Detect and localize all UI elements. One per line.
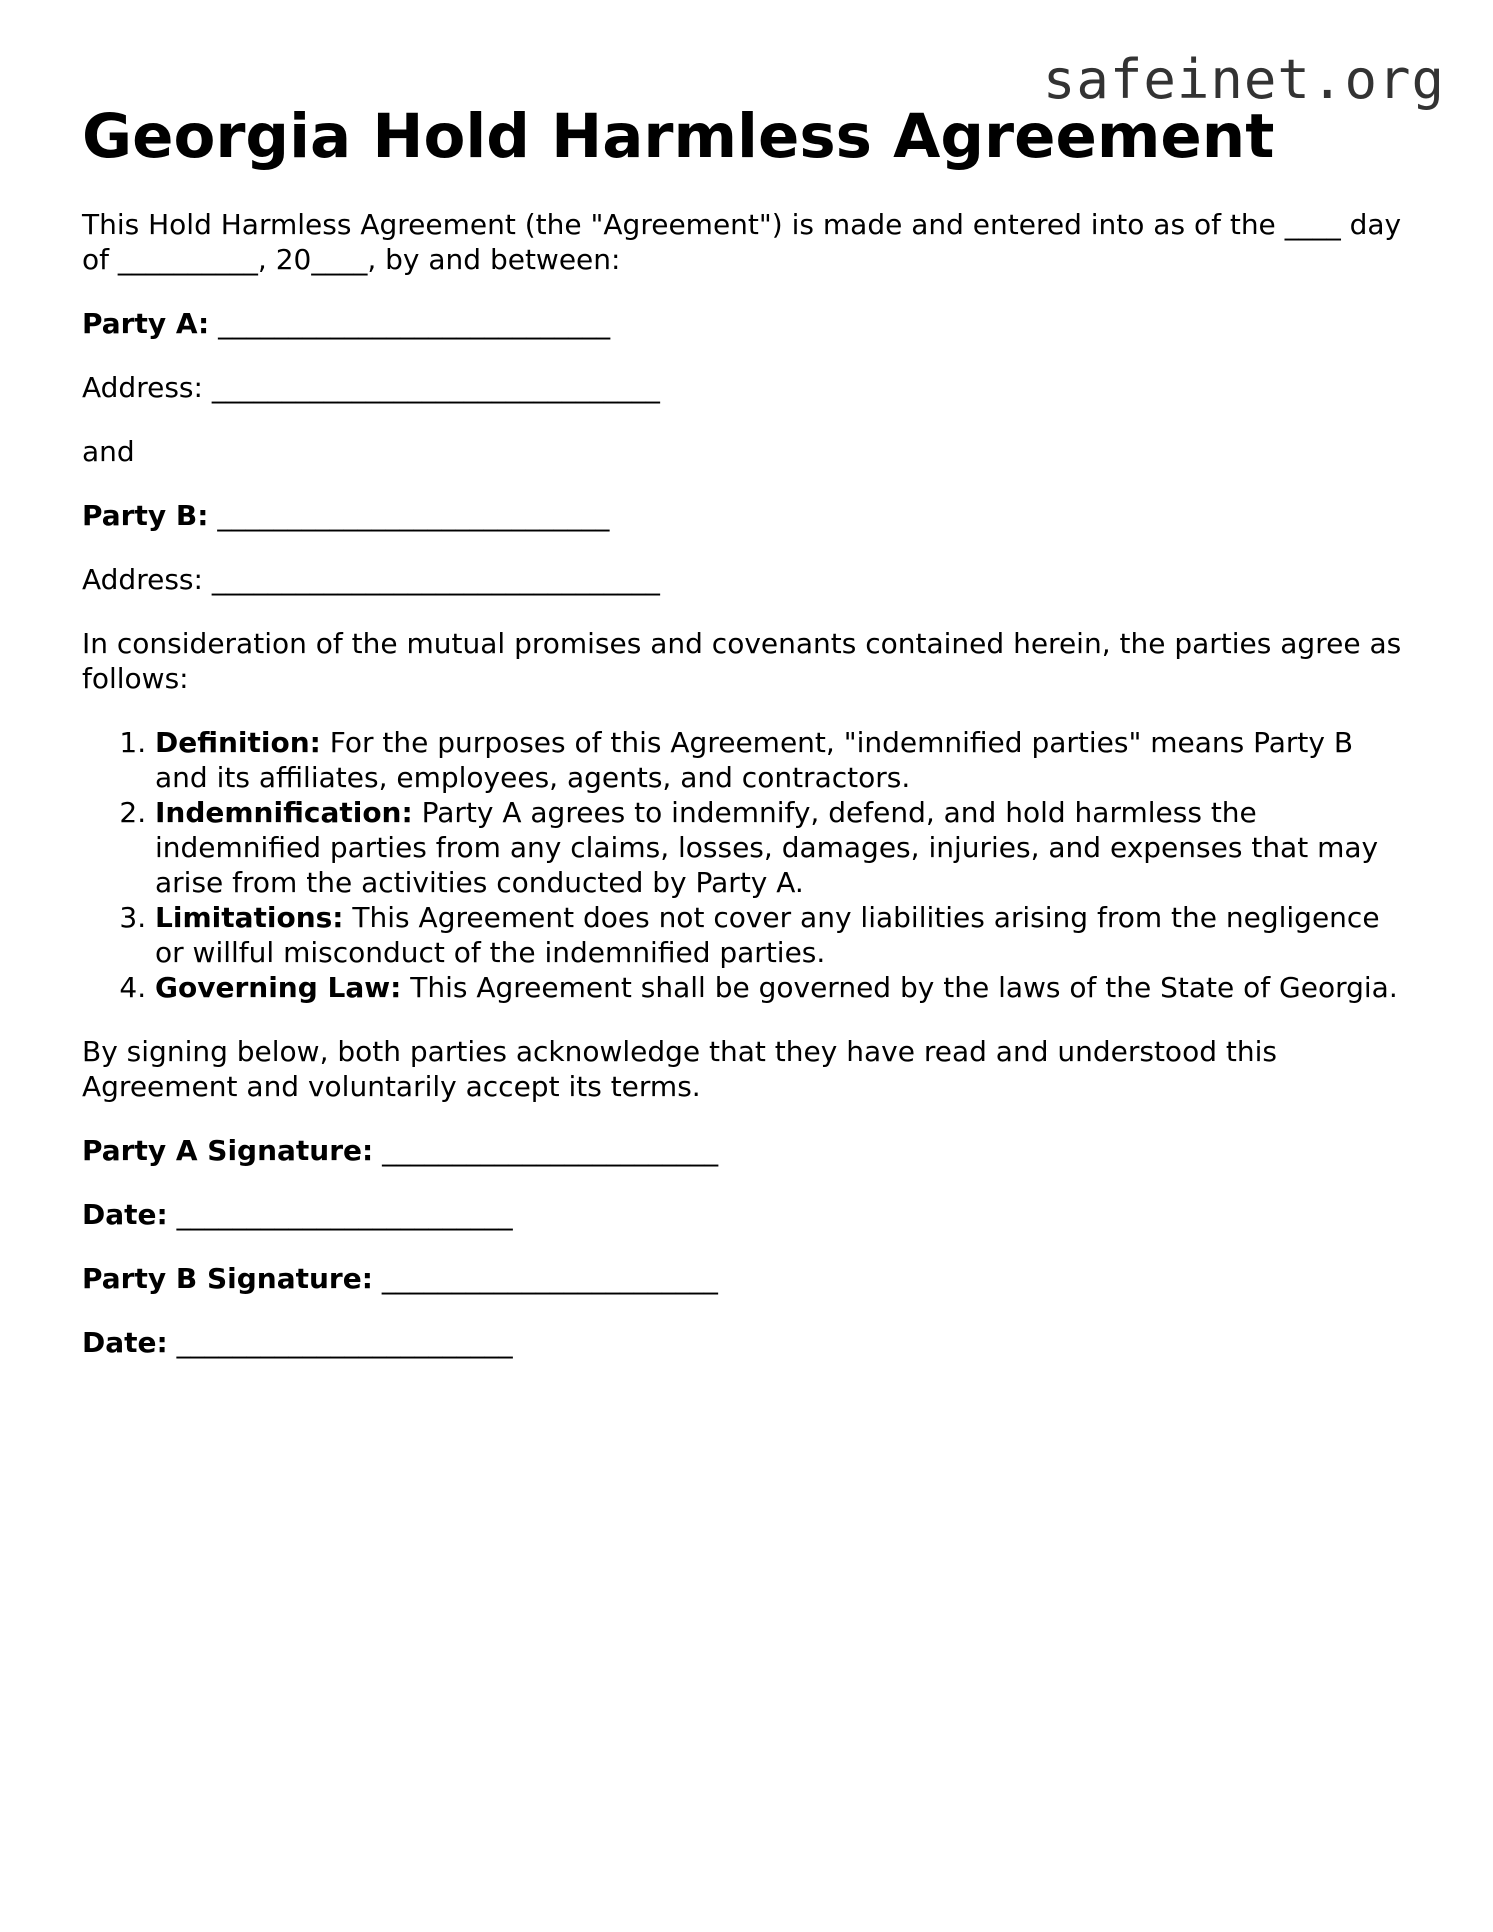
party-a-address-blank[interactable]: ________________________________ [211, 371, 660, 405]
clause-term: Governing Law: [155, 971, 402, 1005]
watermark: safeinet.org [1042, 48, 1445, 111]
and-text: and [82, 435, 135, 469]
document-title: Georgia Hold Harmless Agreement [82, 101, 1275, 172]
date-blank[interactable]: ________________________ [176, 1198, 513, 1232]
party-b-address-label: Address: [82, 563, 203, 597]
party-a-label: Party A: [82, 307, 210, 341]
clause-item [155, 725, 1412, 795]
party-a-field [82, 306, 1412, 341]
party-a-signature-field [82, 1133, 1412, 1168]
party-b-blank[interactable]: ____________________________ [217, 499, 610, 533]
date-label: Date: [82, 1198, 168, 1232]
signature-blank[interactable]: ________________________ [381, 1262, 718, 1296]
date-label: Date: [82, 1326, 168, 1360]
party-a-address-field [82, 370, 1412, 405]
clause-text: Party A agrees to indemnify, defend, and hold harmless the indemnified parties from any claims, losses, damages, injuries, and expenses that may arise from the activities conducted by Party A. [155, 796, 1379, 900]
party-a-date-field [82, 1197, 1412, 1232]
signature-blank[interactable]: ________________________ [382, 1134, 719, 1168]
signature-label: Party A Signature: [82, 1134, 374, 1168]
party-b-date-field [82, 1325, 1412, 1360]
consideration-paragraph: In consideration of the mutual promises and covenants contained herein, the parties agree as follows: [82, 627, 1402, 696]
clause-text: This Agreement shall be governed by the laws of the State of Georgia. [410, 971, 1398, 1005]
clause-text: For the purposes of this Agreement, "indemnified parties" means Party B and its affiliates, employees, agents, and contractors. [155, 726, 1354, 795]
party-b-address-field [82, 562, 1412, 597]
clause-text: This Agreement does not cover any liabilities arising from the negligence or willful misconduct of the indemnified parties. [155, 901, 1380, 970]
party-b-field [82, 498, 1412, 533]
party-b-signature-field [82, 1261, 1412, 1296]
clause-term: Limitations: [155, 901, 344, 935]
clause-list [82, 725, 1412, 1005]
clause-item [155, 900, 1412, 970]
party-a-blank[interactable]: ____________________________ [218, 307, 611, 341]
clause-term: Indemnification: [155, 796, 413, 830]
date-blank[interactable]: ________________________ [176, 1326, 513, 1360]
clause-item [155, 795, 1412, 900]
party-a-address-label: Address: [82, 371, 203, 405]
party-b-address-blank[interactable]: ________________________________ [211, 563, 660, 597]
clause-item [155, 970, 1412, 1005]
party-b-label: Party B: [82, 499, 209, 533]
clause-term: Definition: [155, 726, 321, 760]
document-page [82, 100, 1412, 1360]
signature-label: Party B Signature: [82, 1262, 373, 1296]
acknowledgment-paragraph: By signing below, both parties acknowledge that they have read and understood this Agreement and voluntarily accept its terms. [82, 1035, 1277, 1104]
intro-paragraph: This Hold Harmless Agreement (the "Agreement") is made and entered into as of the ____ day of __________, 20____, by and between: [82, 208, 1402, 277]
